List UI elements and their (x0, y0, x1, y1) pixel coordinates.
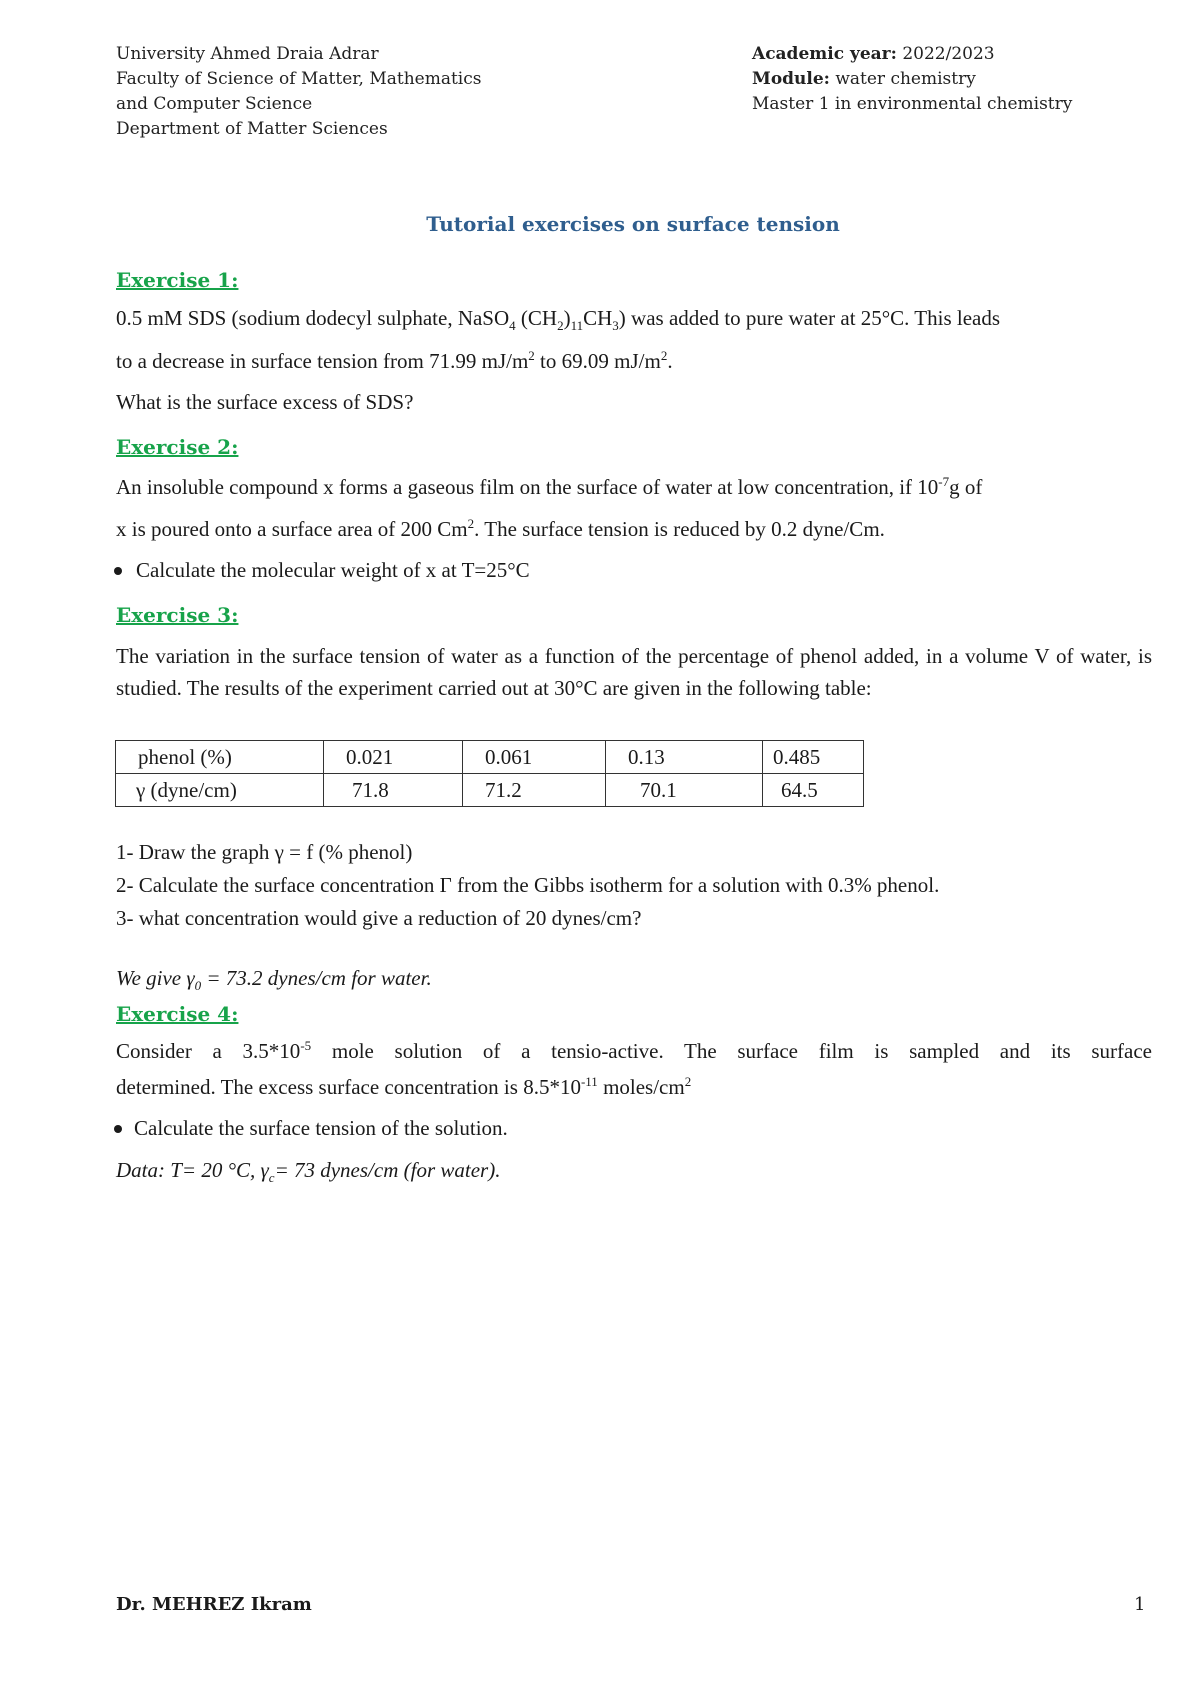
table-cell: 0.061 (463, 741, 606, 774)
table-cell: 71.8 (324, 774, 463, 807)
footer-author: Dr. MEHREZ Ikram (116, 1594, 312, 1615)
level: Master 1 in environmental chemistry (752, 94, 1073, 114)
exercise-4-heading: Exercise 4: (116, 1002, 239, 1026)
module: Module: water chemistry (752, 69, 976, 89)
table-cell: 70.1 (606, 774, 763, 807)
exercise-2-heading: Exercise 2: (116, 435, 239, 459)
academic-year: Academic year: 2022/2023 (752, 44, 995, 64)
table-cell: 71.2 (463, 774, 606, 807)
table-cell: 0.13 (606, 741, 763, 774)
exercise-1-line-1: 0.5 mM SDS (sodium dodecyl sulphate, NaSO$_4$ $(CH_2)_{11}CH_3$) was added to pure water at 25°C. This leads (116, 306, 1001, 334)
phenol-table (115, 740, 864, 807)
bullet-icon (114, 1125, 122, 1133)
exercise-4-data: Data: T= 20 °C, $\gamma_c= 73$ dynes/cm (for water). (116, 1158, 501, 1186)
exercise-3-heading: Exercise 3: (116, 603, 239, 627)
header-department: Department of Matter Sciences (116, 119, 388, 139)
table-cell: 0.485 (763, 741, 864, 774)
exercise-1-question: What is the surface excess of SDS? (116, 390, 414, 414)
exercise-1-heading: Exercise 1: (116, 268, 239, 292)
exercise-3-question-1: 1- Draw the graph γ = f (% phenol) (116, 840, 413, 864)
header-faculty-cont: and Computer Science (116, 94, 313, 114)
table-cell: 64.5 (763, 774, 864, 807)
exercise-1-line-2: to a decrease in surface tension from 71.99 $mJ/m^2$ to 69.09 $mJ/m^2$. (116, 348, 673, 373)
table-cell: 0.021 (324, 741, 463, 774)
header-faculty: Faculty of Science of Matter, Mathematics (116, 69, 482, 89)
page-title: Tutorial exercises on surface tension (426, 212, 840, 236)
exercise-3-question-2: 2- Calculate the surface concentration Γ from the Gibbs isotherm for a solution with 0.3% phenol. (116, 873, 940, 897)
table-row (116, 741, 864, 774)
page-number: 1 (1134, 1594, 1146, 1615)
exercise-3-given: We give $\gamma_0 = 73.2$ dynes/cm for water. (116, 966, 432, 994)
header-university: University Ahmed Draia Adrar (116, 44, 379, 64)
header-course-info (752, 42, 1072, 117)
table-cell: γ (dyne/cm) (116, 774, 324, 807)
exercise-2-task: Calculate the molecular weight of x at T=25°C (112, 558, 530, 583)
exercise-3-question-3: 3- what concentration would give a reduction of 20 dynes/cm? (116, 906, 642, 930)
exercise-2-line-2: x is poured onto a surface area of 200 Cm$^2$. The surface tension is reduced by 0.2 dyne/Cm. (116, 516, 885, 541)
header-institution (116, 42, 481, 142)
table-row (116, 774, 864, 807)
exercise-4-line-1: Consider a $3.5*10^{-5}$ mole solution of a tensio-active. The surface film is sampled and its surface (116, 1038, 1152, 1063)
exercise-3-intro: The variation in the surface tension of water as a function of the percentage of phenol added, in a volume V of water, is studied. The results of the experiment carried out at 30°C are given in the following table: (116, 644, 1152, 700)
exercise-2-line-1: An insoluble compound x forms a gaseous film on the surface of water at low concentration, if $10^{-7}g$ of (116, 474, 983, 499)
bullet-icon (114, 567, 122, 575)
exercise-4-task: Calculate the surface tension of the solution. (112, 1116, 508, 1141)
exercise-4-line-2: determined. The excess surface concentration is $8.5*10^{-11}$ moles/$cm^2$ (116, 1074, 692, 1099)
table-cell: phenol (%) (116, 741, 324, 774)
